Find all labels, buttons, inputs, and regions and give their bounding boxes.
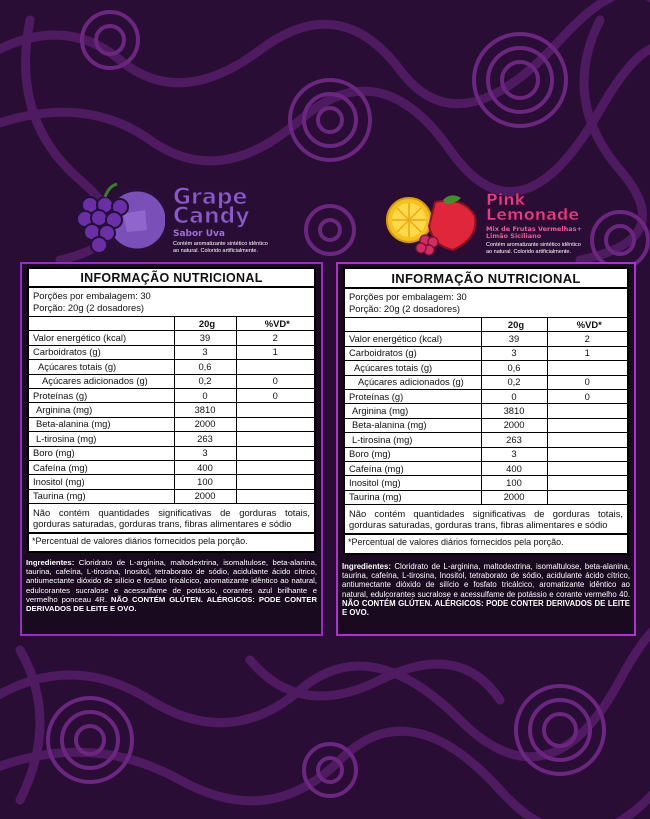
nutrient-amount: 0 [481,389,547,403]
table-row [345,332,627,346]
nutrition-note: Não contém quantidades significativas de gorduras totais, gorduras saturadas, gorduras trans, fibras alimentares e sódio [345,505,627,535]
nutrient-amount: 3810 [174,403,236,417]
ingredients-text [342,562,630,617]
ingredients-label: Ingredientes: [26,558,75,567]
nutrient-amount: 263 [174,432,236,446]
nutrient-amount: 0,2 [481,375,547,389]
table-row [29,475,314,489]
header-vd: %VD* [547,318,627,332]
nutrient-amount: 0,2 [174,374,236,388]
portion-size: Porção: 20g (2 dosadores) [349,303,461,314]
allergen-warning: NÃO CONTÉM GLÚTEN. ALÉRGICOS: PODE CONTER DERIVADOS DE LEITE E OVO. [26,594,318,614]
table-row [29,403,314,417]
nutrient-name: Carboidratos (g) [29,345,174,359]
nutrient-vd [236,417,314,431]
nutrition-table [345,317,627,505]
portions-per-package: Porções por embalagem: 30 [349,291,467,302]
nutrient-vd [236,360,314,374]
table-row [29,432,314,446]
nutrient-name: Proteínas (g) [29,388,174,402]
nutrient-amount: 3 [481,447,547,461]
table-row [345,361,627,375]
nutrition-panel-grape [20,262,323,636]
ingredients-list: Cloridrato de L-arginina, maltodextrina, isomaltulose, beta-alanina, taurina, cafeína, L-tirosina, Inositol, tetraborato de sódio, acidulante ácido cítrico, antiumectante dióxido de silício e fosfato tricálcico, aromatizante idêntico ao natural, edulcorantes sucralose e acessulfame de potássio e corante vermelho 40. [342,562,630,599]
table-row [345,418,627,432]
nutrient-vd: 0 [547,389,627,403]
nutrient-name: Boro (mg) [345,447,481,461]
grape-icon [65,180,165,258]
grape-flavor-title-1: Grape [173,185,248,210]
nutrient-amount: 0,6 [481,361,547,375]
nutrition-title: INFORMAÇÃO NUTRICIONAL [345,269,627,289]
nutrient-amount: 2000 [481,490,547,504]
table-row [345,461,627,475]
nutrient-name: Arginina (mg) [29,403,174,417]
nutrient-vd: 2 [547,332,627,346]
grape-flavor-subtitle: Sabor Uva [173,229,226,239]
nutrient-amount: 3 [174,345,236,359]
nutrient-amount: 400 [481,461,547,475]
nutrient-vd [236,460,314,474]
nutrient-amount: 3810 [481,404,547,418]
header-blank [29,317,174,331]
nutrient-name: L-tirosina (mg) [29,432,174,446]
nutrition-note: Não contém quantidades significativas de gorduras totais, gorduras saturadas, gorduras trans, fibras alimentares e sódio [29,504,314,534]
nutrient-name: Valor energético (kcal) [345,332,481,346]
nutrient-vd [547,418,627,432]
ingredients-label: Ingredientes: [342,562,391,571]
nutrient-name: L-tirosina (mg) [345,433,481,447]
nutrient-name: Proteínas (g) [345,389,481,403]
nutrient-vd [547,433,627,447]
nutrient-name: Valor energético (kcal) [29,331,174,345]
nutrient-vd [547,476,627,490]
header-blank [345,318,481,332]
nutrient-vd [236,489,314,503]
nutrition-table [29,316,314,504]
pink-flavor-subtitle-1: Mix de Frutas Vermelhas+ [486,225,582,233]
nutrient-vd: 1 [236,345,314,359]
nutrient-name: Boro (mg) [29,446,174,460]
table-row [29,388,314,402]
fruits-icon [383,190,485,262]
daily-value-footnote: *Percentual de valores diários fornecidos pela porção. [32,536,248,547]
nutrient-name: Beta-alanina (mg) [345,418,481,432]
nutrient-amount: 0 [174,388,236,402]
daily-value-footnote: *Percentual de valores diários fornecidos pela porção. [348,537,564,548]
portions-per-package: Porções por embalagem: 30 [33,290,151,301]
table-row [345,433,627,447]
header-amount: 20g [481,318,547,332]
nutrient-vd: 2 [236,331,314,345]
nutrient-amount: 2000 [174,489,236,503]
table-row [29,374,314,388]
ingredients-text [26,558,317,613]
nutrient-vd [236,432,314,446]
nutrition-panel-pink [336,262,636,636]
table-header [345,318,627,332]
table-row [29,446,314,460]
nutrient-name: Cafeína (mg) [345,461,481,475]
nutrient-name: Açúcares totais (g) [345,361,481,375]
nutrient-name: Taurina (mg) [29,489,174,503]
pink-flavor-title-2: Lemonade [486,205,580,224]
nutrient-vd: 0 [547,375,627,389]
grape-flavor-note-1: Contém aromatizante sintético idêntico [173,241,268,247]
nutrient-amount: 2000 [174,417,236,431]
pink-flavor-subtitle-2: Limão Siciliano [486,232,542,240]
table-row [345,404,627,418]
nutrient-name: Beta-alanina (mg) [29,417,174,431]
nutrient-amount: 3 [481,346,547,360]
nutrient-amount: 100 [174,475,236,489]
nutrient-name: Açúcares totais (g) [29,360,174,374]
nutrient-amount: 2000 [481,418,547,432]
nutrient-name: Taurina (mg) [345,490,481,504]
table-row [29,460,314,474]
nutrition-label [343,267,629,555]
grape-flavor-title-2: Candy [173,204,250,229]
table-row [345,389,627,403]
table-row [29,489,314,503]
table-row [345,447,627,461]
nutrient-name: Inositol (mg) [29,475,174,489]
nutrient-amount: 0,6 [174,360,236,374]
table-row [345,375,627,389]
nutrient-amount: 263 [481,433,547,447]
pink-flavor-note-1: Contém aromatizante sintético idêntico [486,242,581,248]
table-row [29,417,314,431]
nutrient-vd [236,446,314,460]
table-row [345,346,627,360]
portion-size: Porção: 20g (2 dosadores) [33,302,145,313]
nutrient-vd [547,490,627,504]
table-row [29,360,314,374]
nutrient-name: Cafeína (mg) [29,460,174,474]
table-header [29,317,314,331]
table-row [345,476,627,490]
ingredients-list: Cloridrato de L-arginina, maltodextrina, isomaltulose, beta-alanina, taurina, cafeína, L-tirosina, Inositol, tetraborato de sódio, acidulante ácido cítrico, antiumectante dióxido de silício e fosfato tricálcico, aromatizante idêntico ao natural, edulcorantes sucralose e acessulfame de potássio, corantes azul brilhante e vermelho ponceau 4R. [26,558,317,604]
pink-flavor-note-2: ao natural. Colorido artificialmente. [486,249,571,255]
nutrient-amount: 39 [174,331,236,345]
nutrient-amount: 39 [481,332,547,346]
table-row [29,331,314,345]
nutrient-name: Inositol (mg) [345,476,481,490]
nutrition-label [27,267,316,553]
nutrient-name: Arginina (mg) [345,404,481,418]
nutrient-amount: 400 [174,460,236,474]
allergen-warning: NÃO CONTÉM GLÚTEN. ALÉRGICOS: PODE CONTER DERIVADOS DE LEITE E OVO. [342,598,630,618]
nutrient-vd [547,447,627,461]
nutrient-name: Açúcares adicionados (g) [345,375,481,389]
grape-candy-badge [65,180,285,260]
table-row [345,490,627,504]
nutrient-amount: 100 [481,476,547,490]
nutrient-vd: 1 [547,346,627,360]
pink-lemonade-badge [383,190,613,262]
nutrient-vd: 0 [236,374,314,388]
nutrient-vd [236,475,314,489]
nutrient-vd [236,403,314,417]
grape-flavor-note-2: ao natural. Colorido artificialmente. [173,248,258,254]
nutrient-name: Carboidratos (g) [345,346,481,360]
header-vd: %VD* [236,317,314,331]
nutrient-vd [547,404,627,418]
table-row [29,345,314,359]
nutrient-amount: 3 [174,446,236,460]
nutrient-name: Açúcares adicionados (g) [29,374,174,388]
header-amount: 20g [174,317,236,331]
nutrition-title: INFORMAÇÃO NUTRICIONAL [29,269,314,288]
nutrient-vd [547,461,627,475]
nutrient-vd [547,361,627,375]
nutrient-vd: 0 [236,388,314,402]
pink-flavor-title-1: Pink [486,190,526,209]
